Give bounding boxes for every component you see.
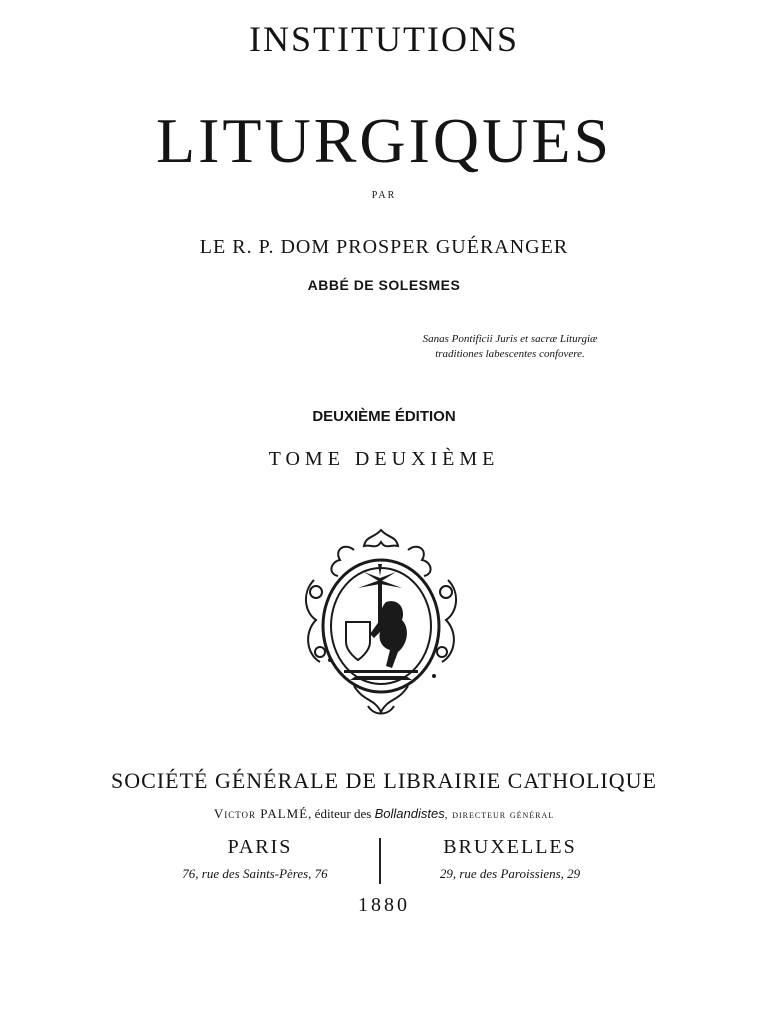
byline-par: PAR	[371, 190, 397, 201]
printer-mark-lion-palm-icon	[294, 520, 468, 720]
edition-label: DEUXIÈME ÉDITION	[312, 408, 456, 425]
epigraph-line-2: traditiones labescentes confovere.	[435, 348, 585, 360]
editor-line	[0, 806, 768, 822]
author-title: ABBÉ DE SOLESMES	[307, 277, 461, 293]
title-line-2: LITURGIQUES	[155, 105, 613, 176]
editor-role: , directeur général	[444, 809, 555, 821]
address-bruxelles: 29, rue des Paroissiens, 29	[439, 866, 581, 881]
author-name: LE R. P. DOM PROSPER GUÉRANGER	[199, 236, 569, 258]
editor-series: Bollandistes	[374, 806, 445, 821]
epigraph	[380, 332, 640, 362]
editor-name: Victor PALMÉ	[213, 806, 309, 821]
city-divider	[379, 838, 381, 884]
epigraph-line-1: Sanas Pontificii Juris et sacræ Liturgiæ	[422, 333, 598, 345]
title-line-1: INSTITUTIONS	[249, 19, 519, 59]
city-paris: PARIS	[227, 836, 293, 858]
publication-year: 1880	[358, 894, 410, 916]
address-paris: 76, rue des Saints-Pères, 76	[182, 866, 328, 881]
editor-mid: , éditeur des	[308, 806, 375, 821]
publisher-name: SOCIÉTÉ GÉNÉRALE DE LIBRAIRIE CATHOLIQUE	[111, 768, 657, 793]
city-bruxelles: BRUXELLES	[443, 836, 577, 858]
tome-label: TOME DEUXIÈME	[268, 448, 500, 470]
